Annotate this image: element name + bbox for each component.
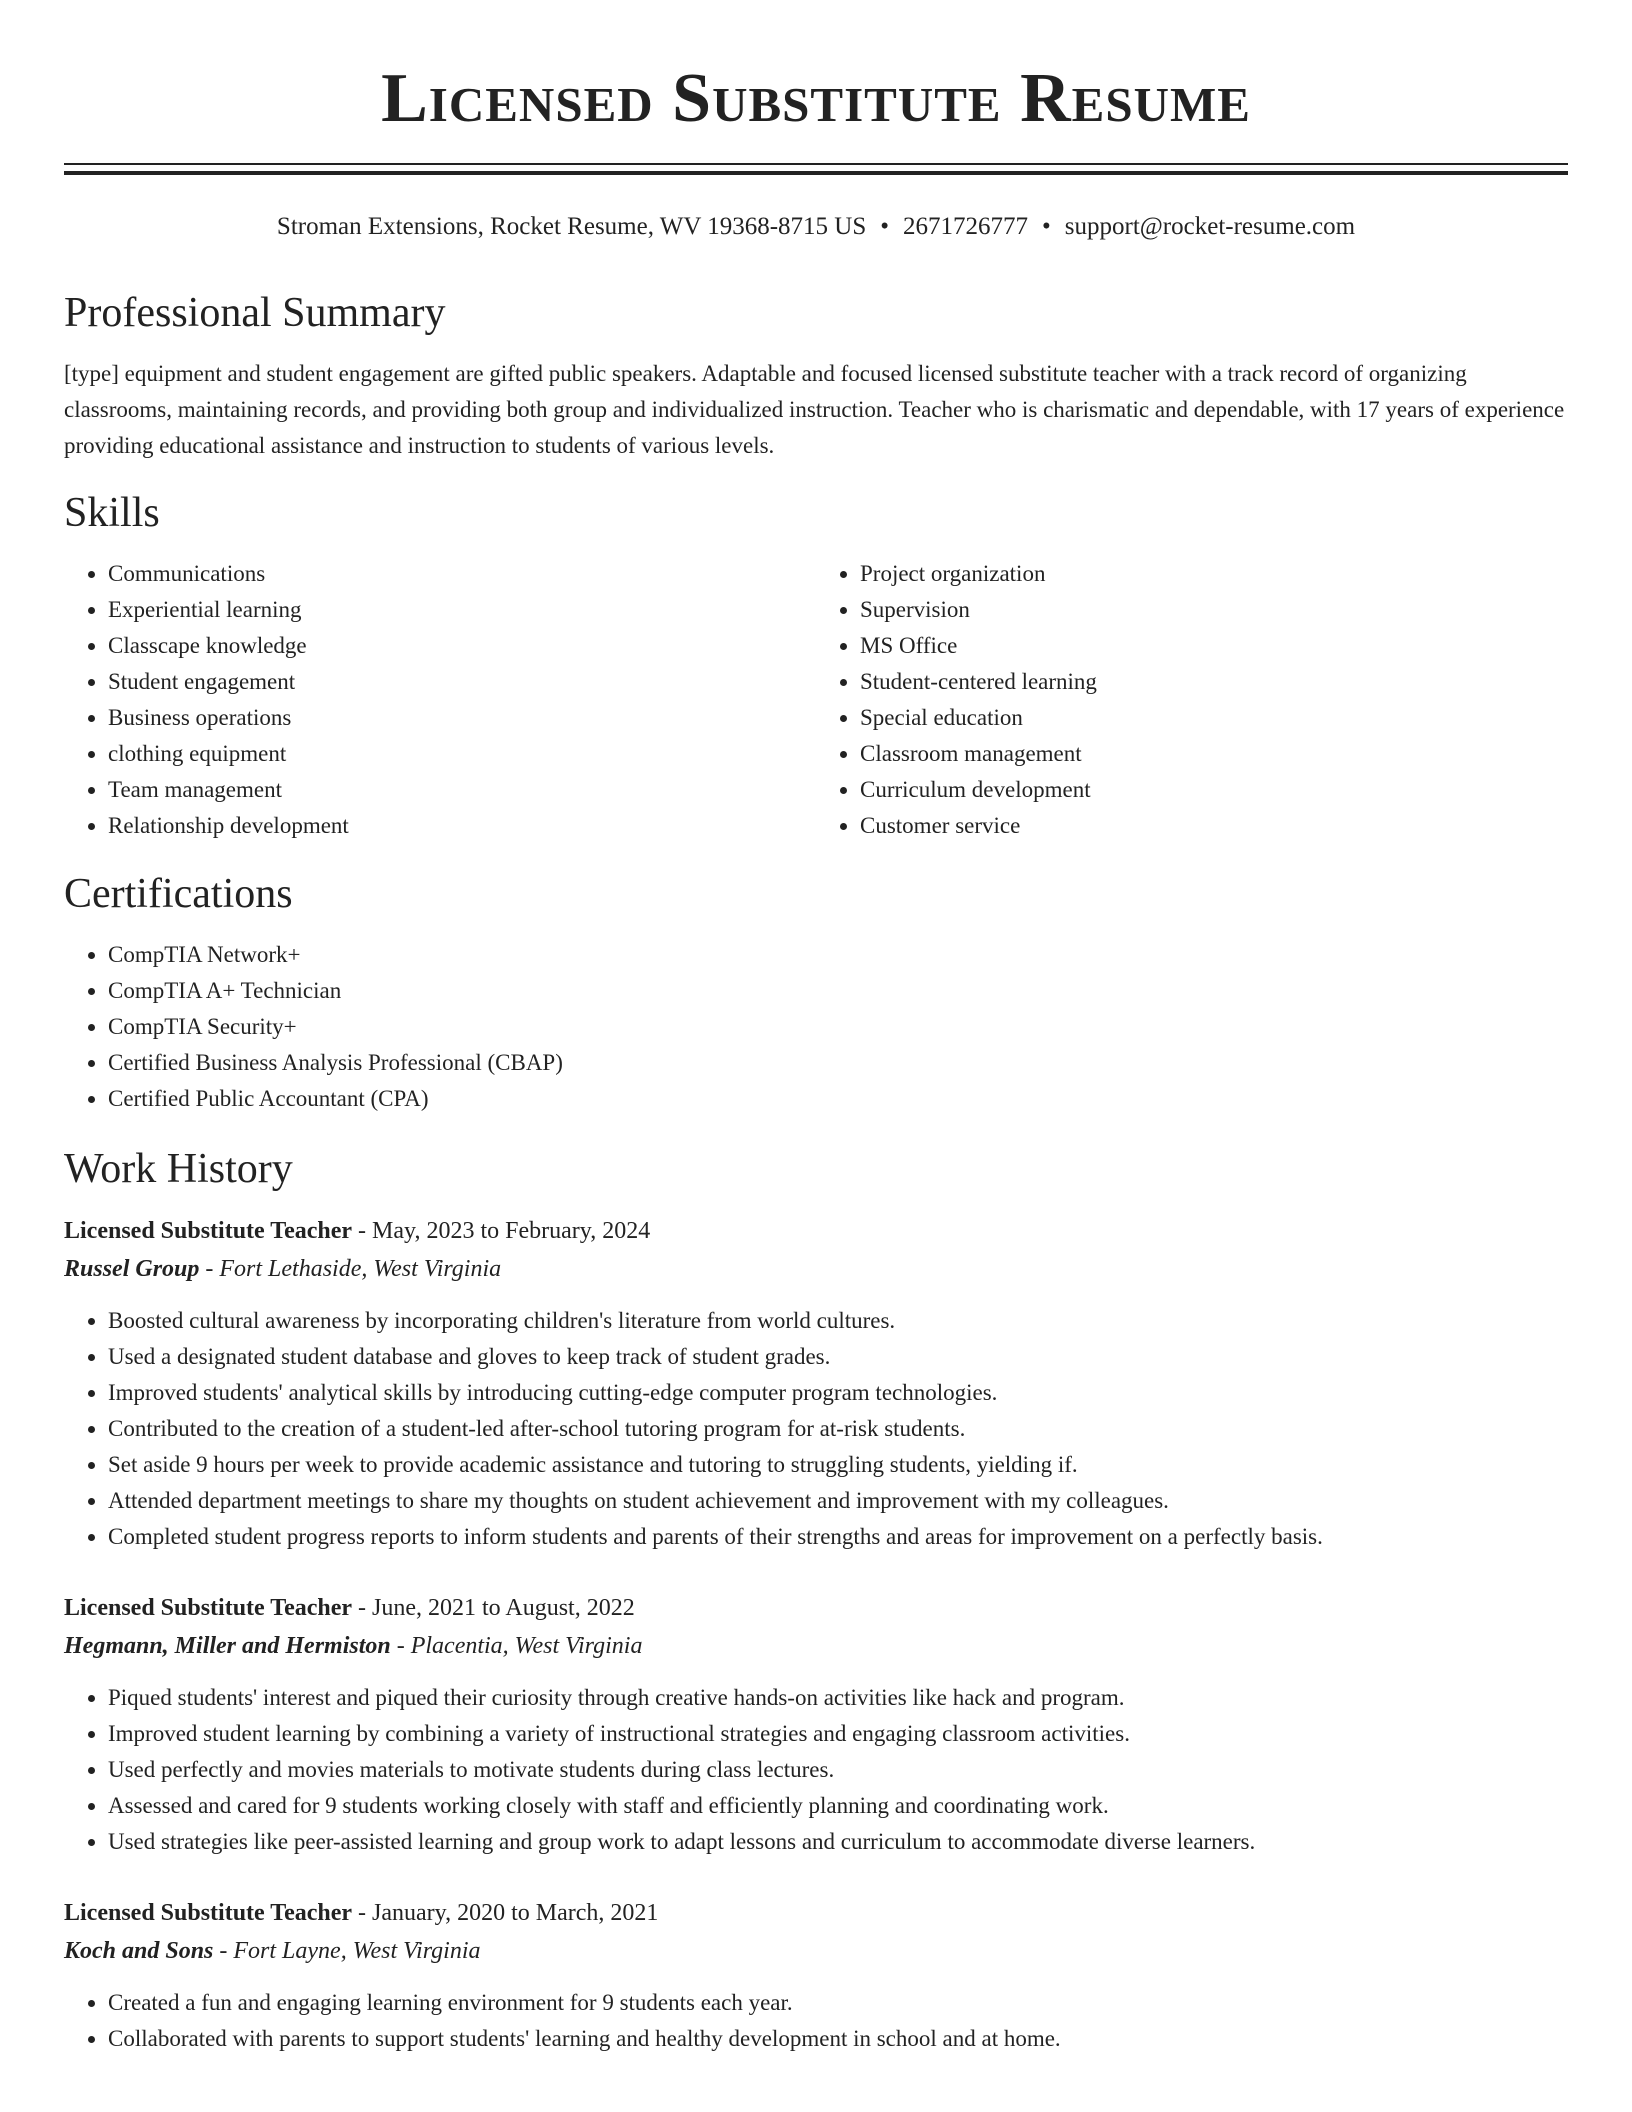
skill-item: • Experiential learning [108, 592, 816, 628]
job-entry [64, 1212, 1568, 1555]
job-title: Licensed Substitute Teacher [64, 1595, 353, 1621]
resume-title: Licensed Substitute Resume [381, 60, 1251, 137]
skill-item: • Classroom management [860, 736, 1568, 772]
job-bullet: • Contributed to the creation of a student-led after-school tutoring program for at-risk students. [108, 1411, 1568, 1447]
skill-item: • Student-centered learning [860, 664, 1568, 700]
skill-item: • Customer service [860, 808, 1568, 844]
contact-address: Stroman Extensions, Rocket Resume, WV 19368-8715 US [276, 213, 867, 240]
summary-heading: Professional Summary [64, 290, 446, 336]
job-title: Licensed Substitute Teacher [64, 1218, 353, 1244]
title-rule-thin [64, 163, 1568, 165]
job-bullet: • Improved students' analytical skills by introducing cutting-edge computer program technologies. [108, 1375, 1568, 1411]
contact-separator: • [1042, 213, 1051, 240]
skill-item: • Project organization [860, 556, 1568, 592]
contact-separator: • [880, 213, 890, 240]
job-bullet: • Created a fun and engaging learning environment for 9 students each year. [108, 1985, 1568, 2021]
skills-column-right [816, 556, 1568, 844]
work-history-heading: Work History [64, 1146, 293, 1192]
job-bullets [64, 1985, 1568, 2057]
job-location: - Fort Layne, West Virginia [213, 1938, 481, 1964]
skill-item: • Business operations [108, 700, 816, 736]
job-dates: - June, 2021 to August, 2022 [352, 1595, 635, 1621]
job-bullet: • Completed student progress reports to inform students and parents of their strengths and areas for improvement on a perfectly basis. [108, 1519, 1568, 1555]
summary-text: [type] equipment and student engagement are gifted public speakers. Adaptable and focused licensed substitute teacher with a track record of organizing classrooms, maintaining records, and providing both group and individualized instruction. Teacher who is charismatic and dependable, with 17 years of experience providing educational assistance and instruction to students of various levels. [64, 361, 1565, 458]
contact-line [64, 211, 1568, 243]
skill-item: • Supervision [860, 592, 1568, 628]
job-bullet: • Used strategies like peer-assisted learning and group work to adapt lessons and curriculum to accommodate diverse learners. [108, 1824, 1568, 1860]
skills-list [64, 556, 1568, 844]
skill-item: • Classcape knowledge [108, 628, 816, 664]
job-bullet: • Used perfectly and movies materials to motivate students during class lectures. [108, 1752, 1568, 1788]
certifications-heading: Certifications [64, 871, 293, 917]
certification-item: • CompTIA Network+ [108, 937, 1568, 973]
certification-item: • CompTIA A+ Technician [108, 973, 1568, 1009]
skill-item: • Student engagement [108, 664, 816, 700]
job-bullet: • Attended department meetings to share my thoughts on student achievement and improvement with my colleagues. [108, 1483, 1568, 1519]
skills-column-left [64, 556, 816, 844]
job-dates: - January, 2020 to March, 2021 [352, 1900, 659, 1926]
job-location: - Fort Lethaside, West Virginia [199, 1256, 502, 1282]
skill-item: • Team management [108, 772, 816, 808]
job-entry [64, 1589, 1568, 1860]
job-bullets [64, 1303, 1568, 1555]
job-company: Hegmann, Miller and Hermiston [64, 1633, 391, 1659]
job-bullet: • Boosted cultural awareness by incorporating children's literature from world cultures. [108, 1303, 1568, 1339]
job-bullets [64, 1680, 1568, 1860]
job-bullet: • Used a designated student database and gloves to keep track of student grades. [108, 1339, 1568, 1375]
job-bullet: • Collaborated with parents to support students' learning and healthy development in school and at home. [108, 2021, 1568, 2057]
certification-item: • Certified Public Accountant (CPA) [108, 1081, 1568, 1117]
job-bullet: • Assessed and cared for 9 students working closely with staff and efficiently planning and coordinating work. [108, 1788, 1568, 1824]
contact-phone: 2671726777 [903, 213, 1029, 240]
job-company-line [64, 1932, 1568, 1970]
job-location: - Placentia, West Virginia [390, 1633, 643, 1659]
certifications-list [64, 937, 1568, 1117]
skill-item: • MS Office [860, 628, 1568, 664]
title-rule-thick [64, 171, 1568, 175]
job-bullet: • Set aside 9 hours per week to provide academic assistance and tutoring to struggling students, yielding if. [108, 1447, 1568, 1483]
job-title: Licensed Substitute Teacher [64, 1900, 353, 1926]
job-header [64, 1212, 1568, 1250]
job-company: Koch and Sons [64, 1938, 214, 1964]
job-company-line [64, 1627, 1568, 1665]
job-entry [64, 1894, 1568, 2057]
job-header [64, 1894, 1568, 1932]
job-company-line [64, 1250, 1568, 1288]
skill-item: • Relationship development [108, 808, 816, 844]
skill-item: • Special education [860, 700, 1568, 736]
certification-item: • Certified Business Analysis Professional (CBAP) [108, 1045, 1568, 1081]
job-bullet: • Improved student learning by combining a variety of instructional strategies and engaging classroom activities. [108, 1716, 1568, 1752]
job-dates: - May, 2023 to February, 2024 [352, 1218, 651, 1244]
job-company: Russel Group [64, 1256, 200, 1282]
job-header [64, 1589, 1568, 1627]
skill-item: • clothing equipment [108, 736, 816, 772]
contact-email: support@rocket-resume.com [1064, 213, 1356, 240]
skill-item: • Communications [108, 556, 816, 592]
job-bullet: • Piqued students' interest and piqued their curiosity through creative hands-on activities like hack and program. [108, 1680, 1568, 1716]
skill-item: • Curriculum development [860, 772, 1568, 808]
skills-heading: Skills [64, 490, 160, 536]
certification-item: • CompTIA Security+ [108, 1009, 1568, 1045]
